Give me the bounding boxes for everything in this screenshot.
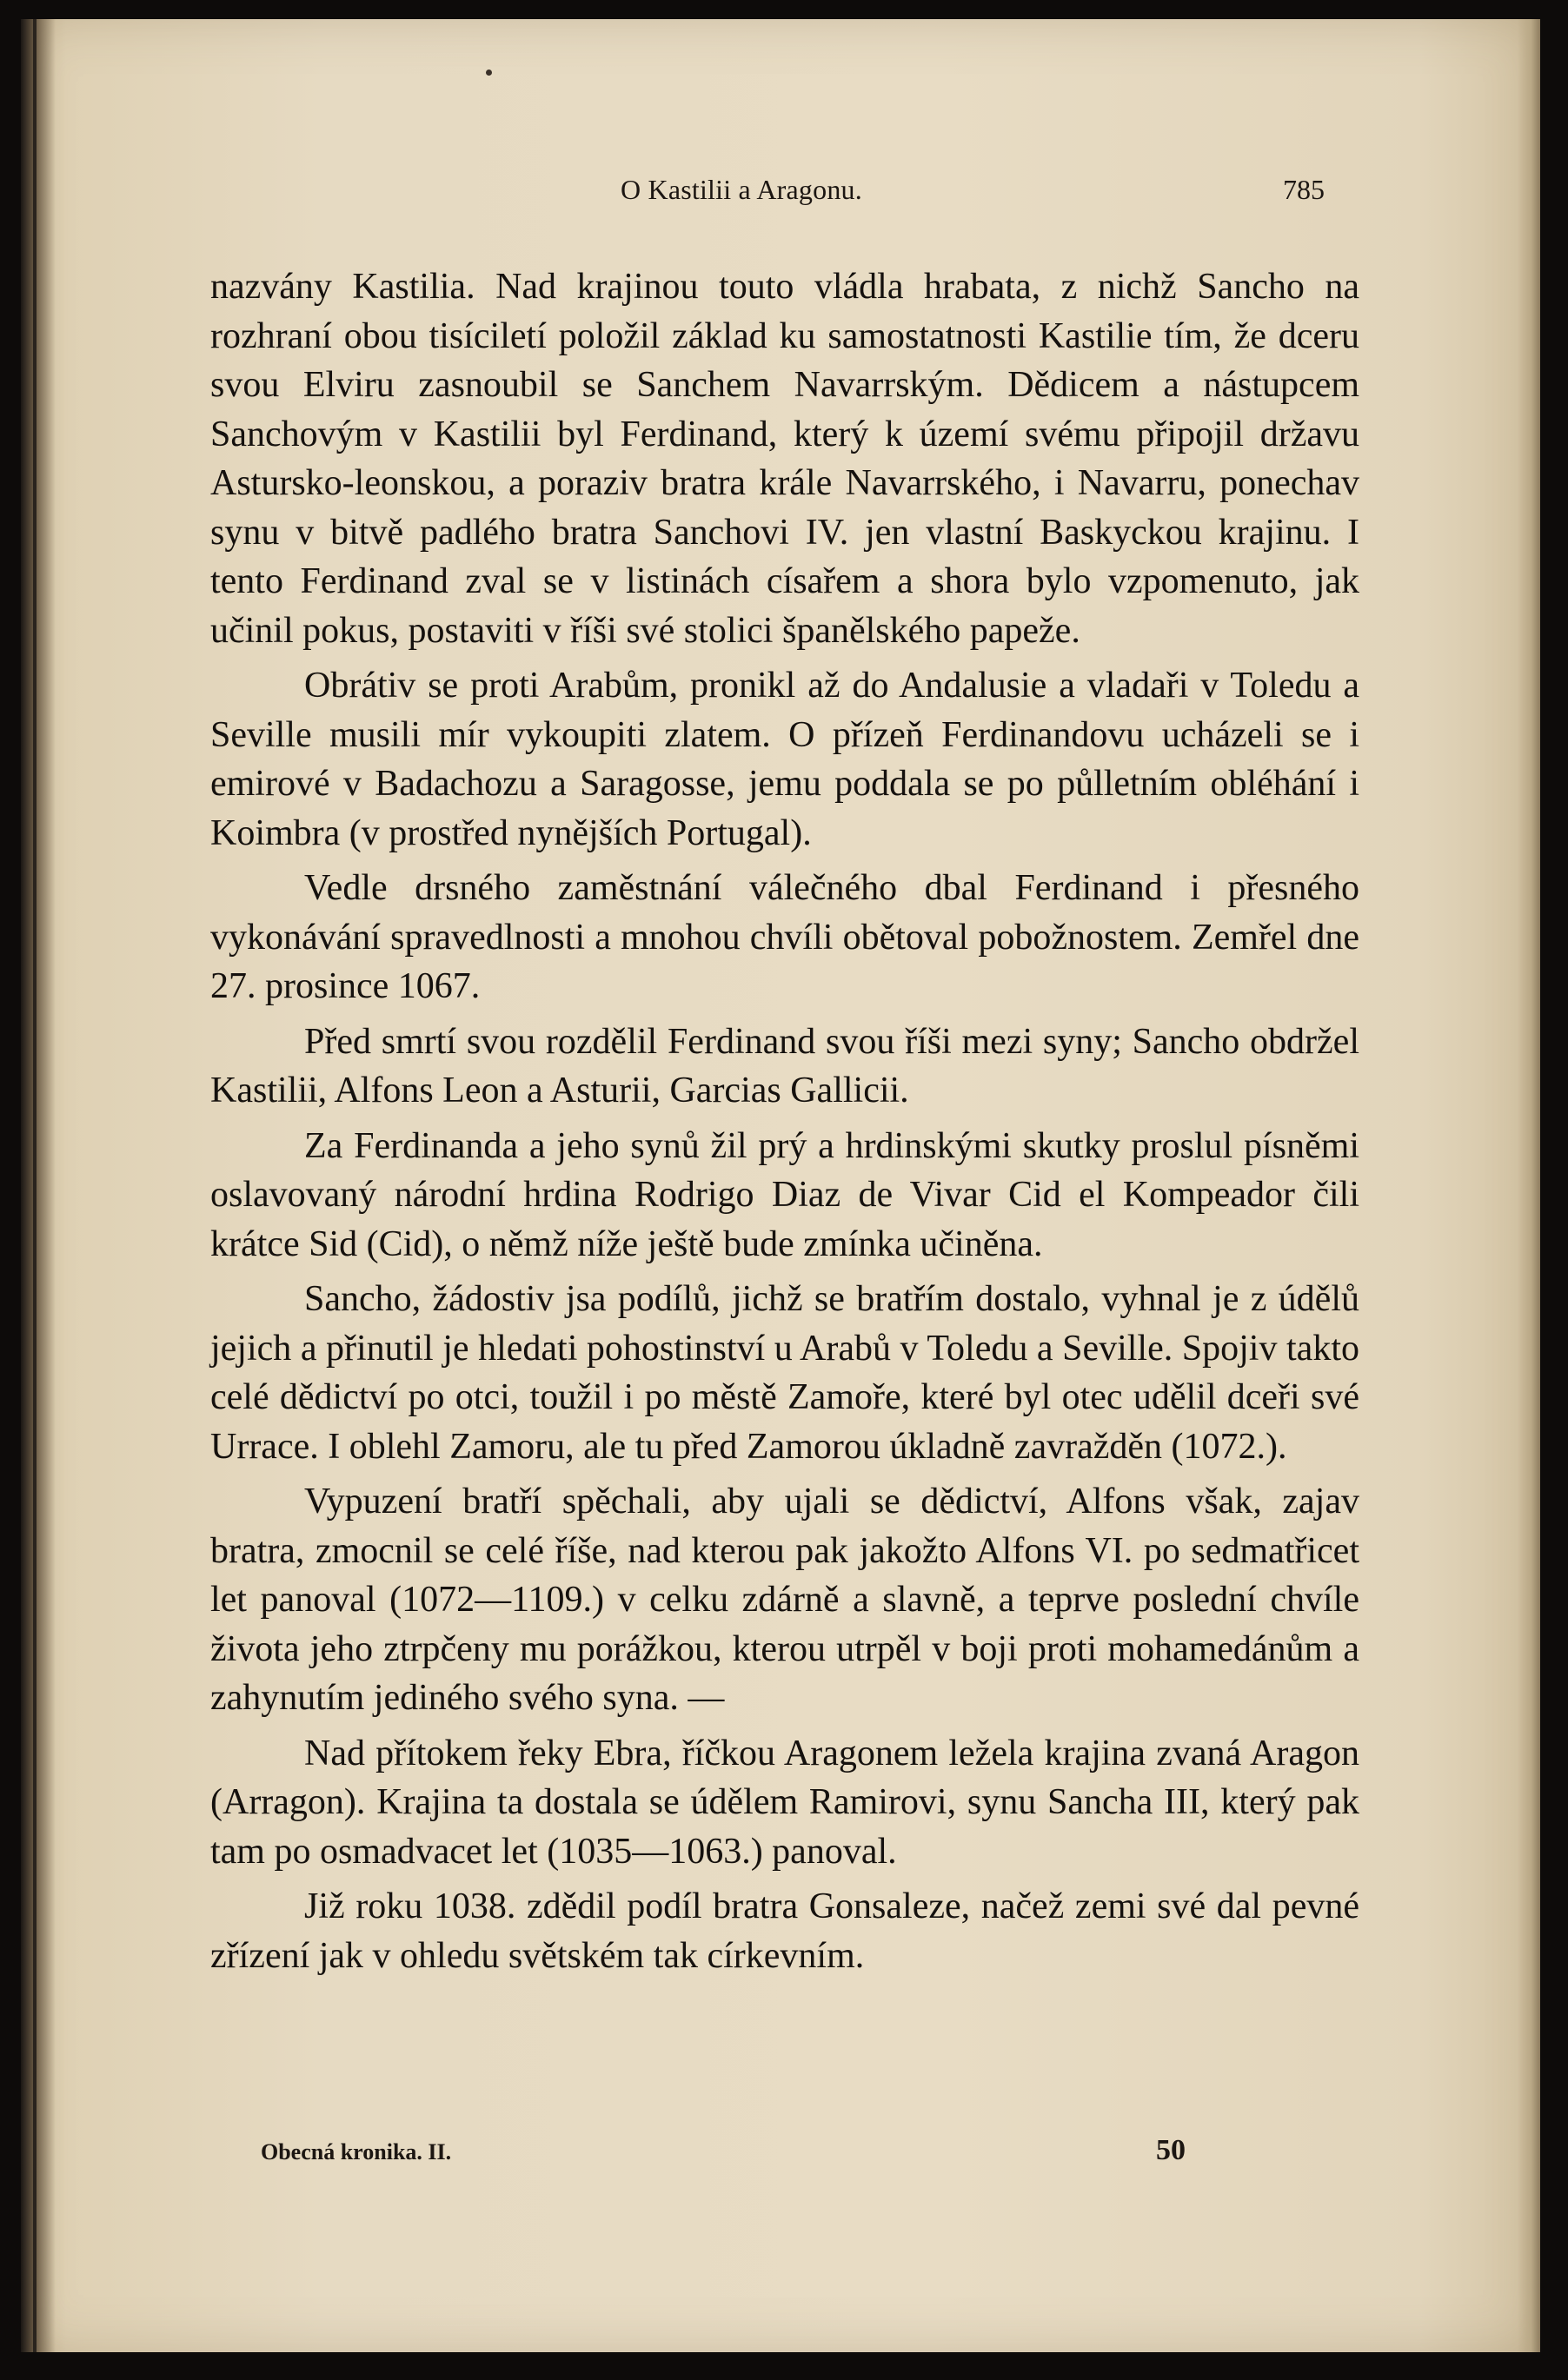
sheet-number: 50 <box>1156 2134 1186 2166</box>
running-header <box>21 174 1540 209</box>
paragraph: Za Ferdinanda a jeho synů žil prý a hrdinskými skutky proslul písněmi oslavovaný národní hrdina Rodrigo Diaz de Vivar Cid el Kompeador čili krátce Sid (Cid), o němž níže ještě bude zmínka učiněna. <box>210 1125 1359 1264</box>
ink-speck <box>486 70 492 76</box>
paragraph: Před smrtí svou rozdělil Ferdinand svou říši mezi syny; Sancho obdržel Kastilii, Alfons Leon a Asturii, Garcias Gallicii. <box>210 1021 1359 1110</box>
page-edge-shadow <box>1518 19 1540 2352</box>
page-footer <box>21 2134 1540 2174</box>
paragraph: Obrátiv se proti Arabům, pronikl až do Andalusie a vladaři v Toledu a Seville musili mír vykoupiti zlatem. O přízeň Ferdinandovu ucházeli se i emirové v Badachozu a Saragosse, jemu poddala se po půlletním obléhání i Koimbra (v prostřed nynějších Portugal). <box>210 666 1359 853</box>
paragraph: nazvány Kastilia. Nad krajinou touto vládla hrabata, z nichž Sancho na rozhraní obou tisíciletí položil základ ku samostatnosti Kastilie tím, že dceru svou Elviru zasnoubil se Sanchem Navarrským. Dědicem a nástupcem Sanchovým v Kastilii byl Ferdinand, který k území svému připojil državu Astursko-leonskou, a poraziv bratra krále Navarrského, i Navarru, ponechav synu v bitvě padlého bratra Sanchovi IV. jen vlastní Baskyckou krajinu. I tento Ferdinand zval se v listinách císařem a shora bylo vzpomenuto, jak učinil pokus, postaviti v říši své stolici španělského papeže. <box>210 267 1359 651</box>
page-number: 785 <box>1283 174 1325 205</box>
gutter-edge <box>33 19 37 2352</box>
paragraph: Nad přítokem řeky Ebra, říčkou Aragonem ležela krajina zvaná Aragon (Arragon). Krajina ta dostala se údělem Ramirovi, synu Sancha III, který pak tam po osmadvacet let (1035—1063.) panoval. <box>210 1733 1359 1872</box>
book-spine-shadow <box>21 19 56 2352</box>
paragraph: Vypuzení bratří spěchali, aby ujali se dědictví, Alfons však, zajav bratra, zmocnil se celé říše, nad kterou pak jakožto Alfons VI. po sedmatřicet let panoval (1072—1109.) v celku zdárně a slavně, a teprve poslední chvíle života jeho ztrpčeny mu porážkou, kterou utrpěl v boji proti mohamedánům a zahynutím jediného svého syna. — <box>210 1482 1359 1718</box>
signature-mark: Obecná kronika. II. <box>261 2139 452 2165</box>
paragraph: Již roku 1038. zdědil podíl bratra Gonsaleze, načež zemi své dal pevné zřízení jak v ohledu světském tak církevním. <box>210 1886 1359 1976</box>
paragraph: Sancho, žádostiv jsa podílů, jichž se bratřím dostalo, vyhnal je z údělů jejich a přinutil je hledati pohostinství u Arabů v Toledu a Seville. Spojiv takto celé dědictví po otci, toužil i po městě Zamoře, které byl otec udělil dceři své Urrace. I oblehl Zamoru, ale tu před Zamorou úkladně zavražděn (1072.). <box>210 1279 1359 1467</box>
body-text <box>210 262 1359 1980</box>
paper-page <box>21 19 1540 2352</box>
paragraph: Vedle drsného zaměstnání válečného dbal Ferdinand i přesného vykonávání spravedlnosti a mnohou chvíli obětoval pobožnostem. Zemřel dne 27. prosince 1067. <box>210 868 1359 1006</box>
running-title: O Kastilii a Aragonu. <box>621 174 862 205</box>
